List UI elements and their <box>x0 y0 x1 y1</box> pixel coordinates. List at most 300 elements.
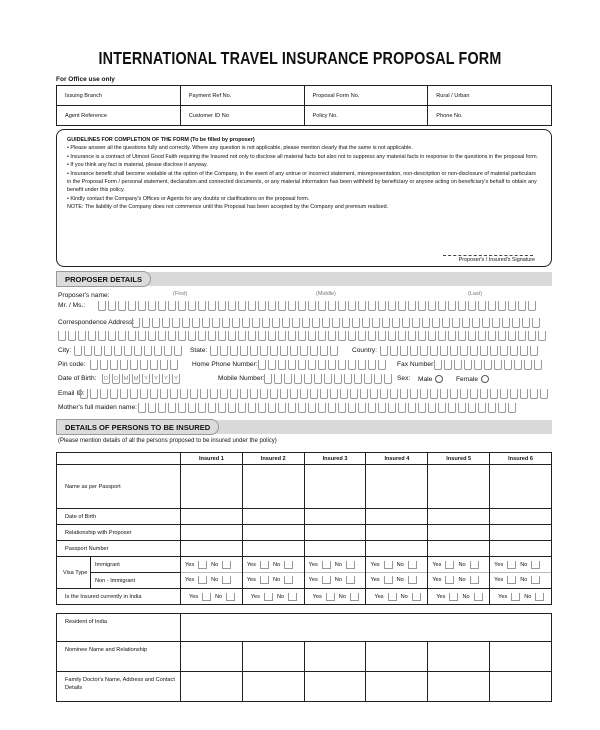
input-cell[interactable] <box>366 541 428 557</box>
char-box[interactable] <box>208 403 216 413</box>
yes-no-group[interactable] <box>490 576 540 584</box>
yes-box[interactable] <box>384 561 393 569</box>
char-box[interactable] <box>378 360 386 370</box>
char-box[interactable] <box>498 403 506 413</box>
char-box[interactable] <box>142 318 150 328</box>
char-box[interactable] <box>58 331 66 341</box>
char-box[interactable] <box>98 331 106 341</box>
char-box[interactable] <box>108 301 116 311</box>
char-box[interactable] <box>358 301 366 311</box>
char-box[interactable] <box>408 331 416 341</box>
char-box[interactable] <box>452 318 460 328</box>
char-box[interactable] <box>348 331 356 341</box>
no-box[interactable] <box>470 561 479 569</box>
visa-choice-cell[interactable] <box>428 557 490 589</box>
char-box[interactable] <box>510 346 518 356</box>
char-box[interactable] <box>498 331 506 341</box>
char-box[interactable] <box>462 318 470 328</box>
char-box[interactable] <box>222 318 230 328</box>
char-box[interactable] <box>328 360 336 370</box>
char-box[interactable] <box>418 331 426 341</box>
state-boxes[interactable] <box>210 346 338 356</box>
no-box[interactable] <box>346 561 355 569</box>
char-box[interactable] <box>282 318 290 328</box>
char-box[interactable] <box>198 403 206 413</box>
char-box[interactable] <box>454 360 462 370</box>
char-box[interactable] <box>140 360 148 370</box>
sex-male-option[interactable]: Male <box>418 375 443 383</box>
char-box[interactable] <box>530 346 538 356</box>
char-box[interactable] <box>310 346 318 356</box>
char-box[interactable] <box>228 301 236 311</box>
input-cell[interactable] <box>304 642 366 672</box>
visa-choice-cell[interactable] <box>490 557 552 589</box>
char-box[interactable] <box>140 389 148 399</box>
char-box[interactable] <box>352 318 360 328</box>
char-box[interactable] <box>528 301 536 311</box>
sex-female-option[interactable]: Female <box>456 375 489 383</box>
char-box[interactable] <box>238 331 246 341</box>
char-box[interactable] <box>114 346 122 356</box>
char-box[interactable] <box>110 360 118 370</box>
char-box[interactable] <box>268 301 276 311</box>
char-box[interactable] <box>250 346 258 356</box>
char-box[interactable] <box>330 346 338 356</box>
char-box[interactable] <box>412 318 420 328</box>
char-box[interactable] <box>274 374 282 384</box>
char-box[interactable] <box>480 346 488 356</box>
char-box[interactable] <box>472 318 480 328</box>
char-box[interactable] <box>388 331 396 341</box>
char-box[interactable] <box>328 331 336 341</box>
char-box[interactable] <box>128 331 136 341</box>
char-box[interactable] <box>298 360 306 370</box>
char-box[interactable] <box>318 301 326 311</box>
char-box[interactable] <box>342 318 350 328</box>
char-box[interactable] <box>428 403 436 413</box>
char-box[interactable] <box>208 301 216 311</box>
char-box[interactable] <box>228 331 236 341</box>
char-box[interactable] <box>298 403 306 413</box>
char-box[interactable] <box>368 301 376 311</box>
char-box[interactable] <box>382 318 390 328</box>
char-box[interactable] <box>88 331 96 341</box>
char-box[interactable] <box>478 331 486 341</box>
char-box[interactable] <box>80 389 88 399</box>
yes-box[interactable] <box>445 561 454 569</box>
pin-boxes[interactable] <box>90 360 178 370</box>
char-box[interactable] <box>278 331 286 341</box>
char-box[interactable] <box>300 389 308 399</box>
char-box[interactable] <box>338 360 346 370</box>
yes-no-group[interactable] <box>432 593 485 601</box>
char-box[interactable] <box>68 331 76 341</box>
char-box[interactable] <box>434 360 442 370</box>
char-box[interactable] <box>144 346 152 356</box>
input-cell[interactable] <box>490 509 552 525</box>
address-boxes-2[interactable] <box>58 331 546 341</box>
char-box[interactable] <box>390 389 398 399</box>
no-box[interactable] <box>288 593 297 601</box>
char-box[interactable] <box>508 403 516 413</box>
char-box[interactable] <box>320 346 328 356</box>
char-box[interactable] <box>338 331 346 341</box>
char-box[interactable] <box>308 301 316 311</box>
char-box[interactable] <box>438 331 446 341</box>
char-box[interactable] <box>530 389 538 399</box>
char-box[interactable] <box>372 318 380 328</box>
char-box[interactable] <box>110 389 118 399</box>
char-box[interactable] <box>90 389 98 399</box>
char-box[interactable] <box>308 331 316 341</box>
char-box[interactable] <box>358 360 366 370</box>
char-box[interactable] <box>150 360 158 370</box>
male-radio[interactable] <box>435 375 443 383</box>
char-box[interactable] <box>340 389 348 399</box>
char-box[interactable] <box>334 374 342 384</box>
char-box[interactable] <box>348 403 356 413</box>
char-box[interactable] <box>258 360 266 370</box>
char-box[interactable] <box>288 331 296 341</box>
char-box[interactable] <box>470 389 478 399</box>
char-box[interactable] <box>158 331 166 341</box>
char-box[interactable] <box>368 403 376 413</box>
char-box[interactable] <box>482 318 490 328</box>
yes-box[interactable] <box>260 576 269 584</box>
char-box[interactable] <box>332 318 340 328</box>
customer-id-cell[interactable]: Customer ID No <box>180 106 304 126</box>
char-box[interactable]: D <box>102 374 110 384</box>
char-box[interactable] <box>494 360 502 370</box>
char-box[interactable] <box>422 318 430 328</box>
input-cell[interactable] <box>428 672 490 702</box>
char-box[interactable] <box>120 389 128 399</box>
char-box[interactable] <box>398 301 406 311</box>
char-box[interactable] <box>212 318 220 328</box>
char-box[interactable] <box>232 318 240 328</box>
char-box[interactable] <box>314 374 322 384</box>
fax-boxes[interactable] <box>434 360 542 370</box>
yes-no-group[interactable] <box>243 576 293 584</box>
char-box[interactable] <box>358 403 366 413</box>
no-box[interactable] <box>412 593 421 601</box>
char-box[interactable] <box>168 403 176 413</box>
char-box[interactable] <box>410 346 418 356</box>
char-box[interactable] <box>528 331 536 341</box>
char-box[interactable] <box>280 346 288 356</box>
char-box[interactable] <box>248 301 256 311</box>
input-cell[interactable] <box>242 672 304 702</box>
char-box[interactable] <box>460 346 468 356</box>
char-box[interactable] <box>178 403 186 413</box>
agent-reference-cell[interactable]: Agent Reference <box>57 106 181 126</box>
input-cell[interactable] <box>366 509 428 525</box>
yes-box[interactable] <box>322 576 331 584</box>
no-box[interactable] <box>222 561 231 569</box>
char-box[interactable] <box>428 301 436 311</box>
char-box[interactable] <box>512 318 520 328</box>
char-box[interactable] <box>438 301 446 311</box>
char-box[interactable] <box>392 318 400 328</box>
char-box[interactable] <box>448 301 456 311</box>
char-box[interactable] <box>258 301 266 311</box>
char-box[interactable] <box>278 301 286 311</box>
city-boxes[interactable] <box>74 346 182 356</box>
char-box[interactable] <box>524 360 532 370</box>
yes-no-group[interactable] <box>181 561 231 569</box>
char-box[interactable] <box>432 318 440 328</box>
input-cell[interactable] <box>242 509 304 525</box>
input-cell[interactable] <box>181 509 243 525</box>
char-box[interactable]: Y <box>162 374 170 384</box>
char-box[interactable] <box>474 360 482 370</box>
yes-box[interactable] <box>264 593 273 601</box>
char-box[interactable] <box>504 360 512 370</box>
char-box[interactable] <box>230 389 238 399</box>
visa-choice-cell[interactable] <box>304 557 366 589</box>
char-box[interactable] <box>202 318 210 328</box>
char-box[interactable] <box>278 403 286 413</box>
char-box[interactable] <box>260 346 268 356</box>
char-box[interactable] <box>308 403 316 413</box>
char-box[interactable] <box>500 389 508 399</box>
issuing-branch-cell[interactable]: Issuing Branch <box>57 86 181 106</box>
no-box[interactable] <box>531 576 540 584</box>
char-box[interactable] <box>312 318 320 328</box>
visa-choice-cell[interactable] <box>366 557 428 589</box>
yes-no-group[interactable] <box>305 561 355 569</box>
char-box[interactable] <box>448 331 456 341</box>
char-box[interactable] <box>248 403 256 413</box>
char-box[interactable] <box>470 346 478 356</box>
char-box[interactable] <box>118 331 126 341</box>
char-box[interactable] <box>264 374 272 384</box>
char-box[interactable] <box>294 374 302 384</box>
char-box[interactable] <box>430 346 438 356</box>
char-box[interactable] <box>318 403 326 413</box>
char-box[interactable] <box>292 318 300 328</box>
char-box[interactable] <box>358 331 366 341</box>
char-box[interactable] <box>350 389 358 399</box>
char-box[interactable] <box>148 331 156 341</box>
no-box[interactable] <box>531 561 540 569</box>
char-box[interactable] <box>268 403 276 413</box>
char-box[interactable] <box>442 318 450 328</box>
yes-box[interactable] <box>322 561 331 569</box>
char-box[interactable] <box>354 374 362 384</box>
char-box[interactable] <box>98 301 106 311</box>
yes-box[interactable] <box>449 593 458 601</box>
char-box[interactable] <box>328 403 336 413</box>
char-box[interactable] <box>280 389 288 399</box>
yes-box[interactable] <box>202 593 211 601</box>
char-box[interactable]: D <box>112 374 120 384</box>
input-cell[interactable] <box>428 541 490 557</box>
char-box[interactable]: Y <box>142 374 150 384</box>
char-box[interactable] <box>410 389 418 399</box>
char-box[interactable] <box>318 331 326 341</box>
char-box[interactable] <box>218 403 226 413</box>
char-box[interactable] <box>180 389 188 399</box>
char-box[interactable] <box>398 403 406 413</box>
char-box[interactable] <box>418 301 426 311</box>
no-box[interactable] <box>226 593 235 601</box>
char-box[interactable] <box>188 403 196 413</box>
char-box[interactable] <box>380 346 388 356</box>
char-box[interactable] <box>388 403 396 413</box>
visa-choice-cell[interactable] <box>181 557 243 589</box>
char-box[interactable] <box>380 389 388 399</box>
char-box[interactable] <box>438 403 446 413</box>
rural-urban-cell[interactable]: Rural / Urban <box>428 86 552 106</box>
char-box[interactable] <box>498 301 506 311</box>
yes-no-cell[interactable] <box>181 589 243 605</box>
char-box[interactable]: Y <box>152 374 160 384</box>
char-box[interactable] <box>168 301 176 311</box>
char-box[interactable] <box>148 403 156 413</box>
char-box[interactable] <box>238 403 246 413</box>
input-cell[interactable] <box>304 525 366 541</box>
char-box[interactable] <box>94 346 102 356</box>
char-box[interactable] <box>430 389 438 399</box>
char-box[interactable] <box>200 389 208 399</box>
char-box[interactable] <box>458 403 466 413</box>
char-box[interactable] <box>284 374 292 384</box>
char-box[interactable] <box>134 346 142 356</box>
char-box[interactable] <box>160 389 168 399</box>
yes-no-group[interactable] <box>366 561 416 569</box>
char-box[interactable] <box>304 374 312 384</box>
char-box[interactable] <box>150 389 158 399</box>
no-box[interactable] <box>535 593 544 601</box>
char-box[interactable] <box>534 360 542 370</box>
input-cell[interactable] <box>366 672 428 702</box>
char-box[interactable] <box>492 318 500 328</box>
yes-no-group[interactable] <box>494 593 547 601</box>
char-box[interactable] <box>402 318 410 328</box>
char-box[interactable] <box>192 318 200 328</box>
input-cell[interactable] <box>428 525 490 541</box>
female-radio[interactable] <box>481 375 489 383</box>
char-box[interactable] <box>440 346 448 356</box>
char-box[interactable] <box>540 389 548 399</box>
input-cell[interactable] <box>242 465 304 509</box>
char-box[interactable] <box>78 331 86 341</box>
char-box[interactable] <box>368 331 376 341</box>
char-box[interactable] <box>488 301 496 311</box>
char-box[interactable] <box>330 389 338 399</box>
input-cell[interactable] <box>490 672 552 702</box>
char-box[interactable] <box>302 318 310 328</box>
email-boxes[interactable] <box>80 389 548 399</box>
char-box[interactable] <box>428 331 436 341</box>
char-box[interactable] <box>108 331 116 341</box>
char-box[interactable] <box>148 301 156 311</box>
char-box[interactable] <box>270 346 278 356</box>
yes-no-group[interactable] <box>305 576 355 584</box>
char-box[interactable] <box>448 403 456 413</box>
address-boxes-1[interactable] <box>132 318 540 328</box>
char-box[interactable] <box>458 301 466 311</box>
yes-no-group[interactable] <box>247 593 300 601</box>
char-box[interactable] <box>188 331 196 341</box>
char-box[interactable] <box>460 389 468 399</box>
no-box[interactable] <box>350 593 359 601</box>
char-box[interactable] <box>514 360 522 370</box>
char-box[interactable] <box>378 301 386 311</box>
char-box[interactable] <box>378 331 386 341</box>
yes-no-group[interactable] <box>366 576 416 584</box>
char-box[interactable] <box>258 403 266 413</box>
char-box[interactable] <box>208 331 216 341</box>
char-box[interactable] <box>138 301 146 311</box>
char-box[interactable] <box>500 346 508 356</box>
char-box[interactable] <box>510 389 518 399</box>
input-cell[interactable] <box>181 642 243 672</box>
input-cell[interactable] <box>181 525 243 541</box>
input-cell[interactable] <box>490 525 552 541</box>
char-box[interactable] <box>250 389 258 399</box>
char-box[interactable] <box>210 389 218 399</box>
char-box[interactable] <box>272 318 280 328</box>
char-box[interactable] <box>190 389 198 399</box>
payment-ref-cell[interactable]: Payment Ref No. <box>180 86 304 106</box>
char-box[interactable] <box>484 360 492 370</box>
char-box[interactable] <box>152 318 160 328</box>
char-box[interactable] <box>322 318 330 328</box>
yes-no-group[interactable] <box>428 576 478 584</box>
char-box[interactable] <box>364 374 372 384</box>
char-box[interactable] <box>328 301 336 311</box>
input-cell[interactable] <box>304 672 366 702</box>
char-box[interactable] <box>170 389 178 399</box>
char-box[interactable] <box>258 331 266 341</box>
yes-no-group[interactable] <box>490 561 540 569</box>
char-box[interactable] <box>260 389 268 399</box>
char-box[interactable] <box>518 301 526 311</box>
char-box[interactable] <box>444 360 452 370</box>
char-box[interactable] <box>268 360 276 370</box>
char-box[interactable] <box>228 403 236 413</box>
yes-box[interactable] <box>326 593 335 601</box>
char-box[interactable] <box>240 346 248 356</box>
input-cell[interactable] <box>490 465 552 509</box>
yes-no-group[interactable] <box>370 593 423 601</box>
input-cell[interactable] <box>304 509 366 525</box>
yes-no-group[interactable] <box>428 561 478 569</box>
char-box[interactable] <box>408 403 416 413</box>
char-box[interactable] <box>478 403 486 413</box>
input-cell[interactable] <box>304 465 366 509</box>
yes-no-cell[interactable] <box>366 589 428 605</box>
no-box[interactable] <box>284 576 293 584</box>
char-box[interactable] <box>338 403 346 413</box>
char-box[interactable] <box>138 403 146 413</box>
char-box[interactable] <box>522 318 530 328</box>
char-box[interactable] <box>310 389 318 399</box>
char-box[interactable] <box>198 331 206 341</box>
char-box[interactable] <box>268 331 276 341</box>
no-box[interactable] <box>408 561 417 569</box>
yes-no-cell[interactable] <box>490 589 552 605</box>
yes-box[interactable] <box>445 576 454 584</box>
char-box[interactable] <box>398 331 406 341</box>
char-box[interactable] <box>374 374 382 384</box>
input-cell[interactable] <box>490 541 552 557</box>
char-box[interactable] <box>490 346 498 356</box>
char-box[interactable] <box>384 374 392 384</box>
mother-name-boxes[interactable] <box>138 403 516 413</box>
